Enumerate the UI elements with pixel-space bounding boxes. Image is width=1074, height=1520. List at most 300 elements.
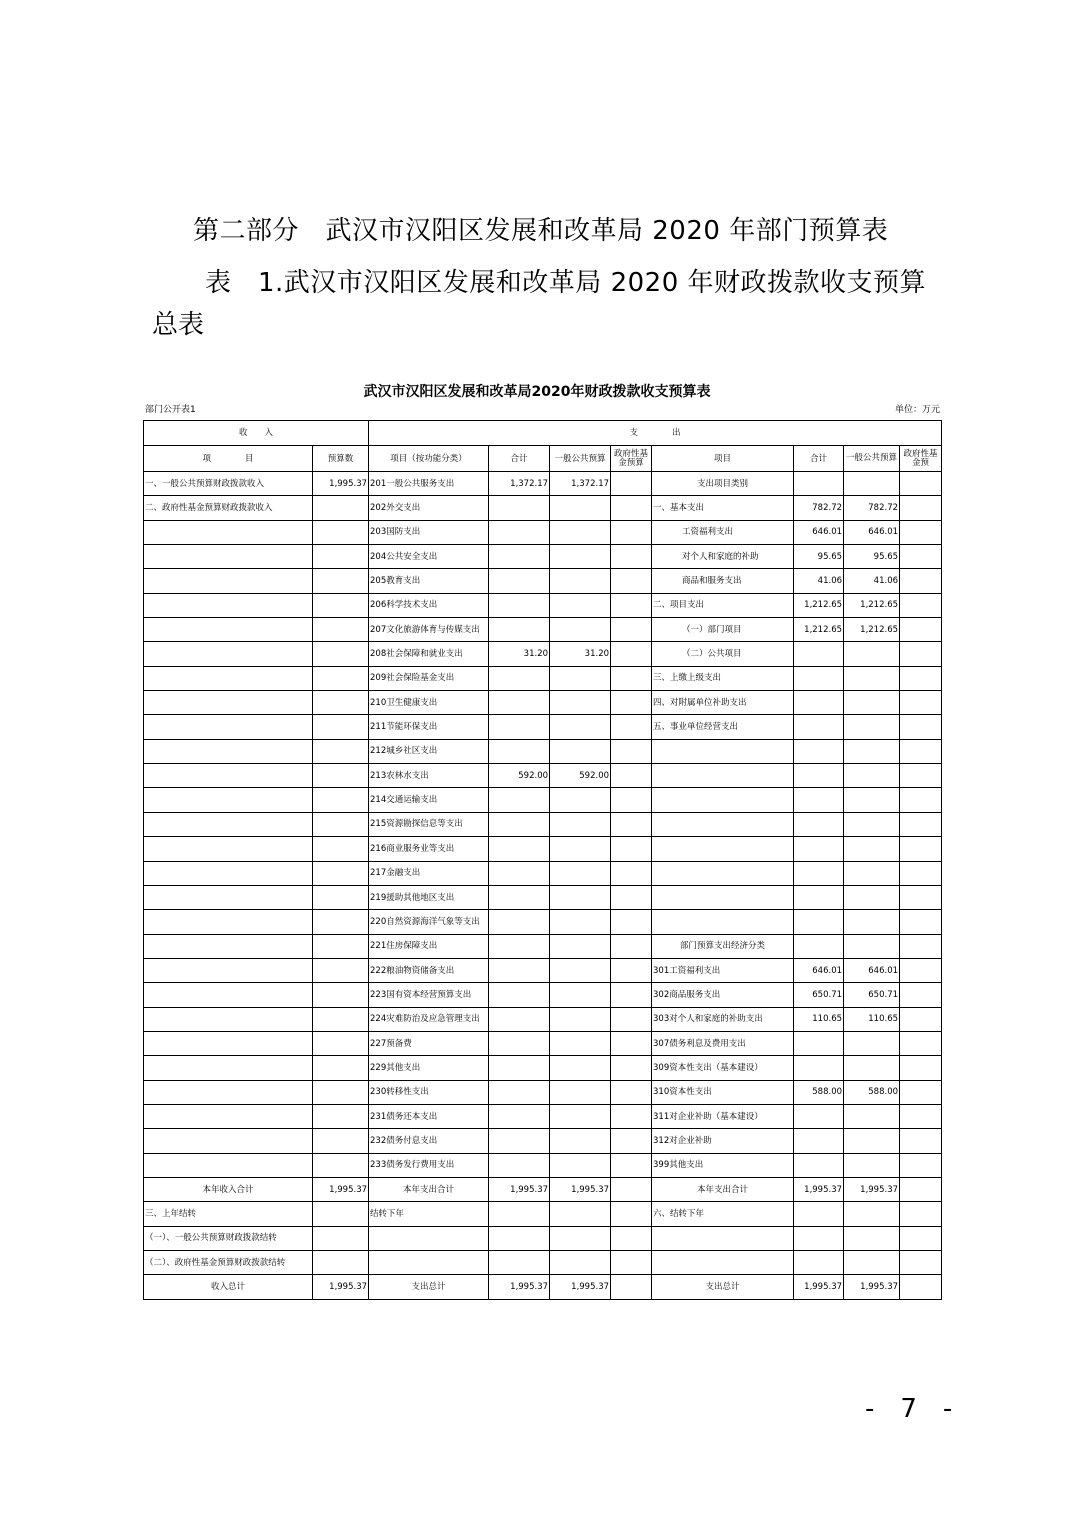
- table-row: [144, 983, 942, 1007]
- table-row: [144, 1056, 942, 1080]
- table-row: [144, 1251, 942, 1275]
- table-cell: [844, 934, 900, 958]
- table-cell: 支出总计: [369, 1275, 489, 1299]
- table-cell: 782.72: [794, 496, 844, 520]
- table-cell: [794, 1056, 844, 1080]
- table-cell: [611, 1104, 652, 1128]
- table-row: [144, 861, 942, 885]
- table-cell: [794, 739, 844, 763]
- table-cell: 1,995.37: [313, 1177, 369, 1201]
- table-cell: 1,995.37: [313, 472, 369, 496]
- table-cell: [844, 1202, 900, 1226]
- table-cell: [611, 1177, 652, 1201]
- table-cell: [900, 1104, 942, 1128]
- table-cell: [313, 545, 369, 569]
- page-number: - 7 -: [865, 1394, 953, 1424]
- table-cell: [313, 1153, 369, 1177]
- table-cell: [900, 1226, 942, 1250]
- table-cell: 222粮油物资储备支出: [369, 958, 489, 982]
- table-cell: 309资本性支出（基本建设）: [652, 1056, 794, 1080]
- table-cell: [900, 593, 942, 617]
- table-cell: [313, 837, 369, 861]
- table-cell: 95.65: [844, 545, 900, 569]
- table-cell: [144, 812, 313, 836]
- table-cell: [900, 1080, 942, 1104]
- table-cell: [611, 1153, 652, 1177]
- table-cell: [313, 739, 369, 763]
- table-cell: [611, 812, 652, 836]
- table-cell: [313, 983, 369, 1007]
- table-cell: 646.01: [844, 520, 900, 544]
- table-row: [144, 1104, 942, 1128]
- table-cell: [844, 715, 900, 739]
- table-cell: [313, 1056, 369, 1080]
- table-cell: [652, 739, 794, 763]
- table-cell: 208社会保障和就业支出: [369, 642, 489, 666]
- table-cell: 1,212.65: [794, 593, 844, 617]
- table-cell: [611, 983, 652, 1007]
- table-cell: [652, 910, 794, 934]
- table-cell: [489, 739, 550, 763]
- table-cell: [313, 691, 369, 715]
- table-cell: [611, 691, 652, 715]
- table-cell: [611, 861, 652, 885]
- expense-group-header: 支 出: [369, 421, 942, 446]
- table-cell: [313, 715, 369, 739]
- table-cell: 212城乡社区支出: [369, 739, 489, 763]
- table-cell: [313, 861, 369, 885]
- table-cell: [144, 1007, 313, 1031]
- table-cell: 支出总计: [652, 1275, 794, 1299]
- table-cell: [144, 983, 313, 1007]
- table-cell: [900, 472, 942, 496]
- table-cell: [489, 934, 550, 958]
- table-cell: 224灾难防治及应急管理支出: [369, 1007, 489, 1031]
- table-cell: 592.00: [550, 764, 611, 788]
- table-cell: [313, 1104, 369, 1128]
- table-cell: 1,995.37: [550, 1275, 611, 1299]
- table-cell: [313, 812, 369, 836]
- table-cell: [611, 666, 652, 690]
- table-row: [144, 1275, 942, 1299]
- table-row: [144, 1007, 942, 1031]
- column-header: 合计: [794, 446, 844, 472]
- table-cell: 210卫生健康支出: [369, 691, 489, 715]
- table-cell: [900, 812, 942, 836]
- table-cell: [550, 1251, 611, 1275]
- table-cell: [900, 520, 942, 544]
- table-cell: [844, 642, 900, 666]
- table-cell: [794, 1202, 844, 1226]
- table-cell: [794, 885, 844, 909]
- income-group-header: 收 入: [144, 421, 369, 446]
- table-cell: [369, 1226, 489, 1250]
- table-cell: [489, 618, 550, 642]
- table-cell: [900, 934, 942, 958]
- table-row: [144, 1031, 942, 1055]
- table-cell: [844, 1056, 900, 1080]
- table-cell: [313, 496, 369, 520]
- table-cell: 1,995.37: [489, 1275, 550, 1299]
- table-cell: [144, 545, 313, 569]
- table-cell: 227预备费: [369, 1031, 489, 1055]
- table-cell: 301工资福利支出: [652, 958, 794, 982]
- table-cell: [611, 1226, 652, 1250]
- table-cell: [489, 520, 550, 544]
- table-cell: [489, 812, 550, 836]
- table-cell: [652, 788, 794, 812]
- table-cell: 312对企业补助: [652, 1129, 794, 1153]
- table-cell: [550, 983, 611, 1007]
- table-cell: 四、对附属单位补助支出: [652, 691, 794, 715]
- table-cell: [550, 593, 611, 617]
- table-row: [144, 1202, 942, 1226]
- table-cell: （二）、政府性基金预算财政拨款结转: [144, 1251, 313, 1275]
- table-cell: [550, 520, 611, 544]
- table-cell: [844, 472, 900, 496]
- table-cell: 一、一般公共预算财政拨款收入: [144, 472, 313, 496]
- table-cell: [844, 910, 900, 934]
- table-cell: 221住房保障支出: [369, 934, 489, 958]
- table-cell: [900, 788, 942, 812]
- table-cell: 三、上年结转: [144, 1202, 313, 1226]
- table-cell: （二）公共项目: [652, 642, 794, 666]
- table-cell: [794, 691, 844, 715]
- table-cell: 110.65: [794, 1007, 844, 1031]
- table-cell: [550, 1007, 611, 1031]
- table-cell: [900, 1202, 942, 1226]
- table-cell: 310资本性支出: [652, 1080, 794, 1104]
- table-cell: [550, 715, 611, 739]
- table-cell: [794, 934, 844, 958]
- table-cell: [489, 691, 550, 715]
- table-row: [144, 1080, 942, 1104]
- column-header: 一般公共预算: [550, 446, 611, 472]
- table-cell: [900, 545, 942, 569]
- table-cell: [144, 1031, 313, 1055]
- table-cell: [144, 666, 313, 690]
- table-cell: [489, 715, 550, 739]
- table-row: [144, 472, 942, 496]
- table-cell: [144, 837, 313, 861]
- column-header: 项 目: [144, 446, 313, 472]
- table-cell: [550, 1226, 611, 1250]
- table-cell: [611, 715, 652, 739]
- table-row: [144, 691, 942, 715]
- table-cell: [313, 593, 369, 617]
- table-cell: 六、结转下年: [652, 1202, 794, 1226]
- table-cell: [652, 885, 794, 909]
- table-cell: 592.00: [489, 764, 550, 788]
- table-cell: [611, 1129, 652, 1153]
- table-cell: 205教育支出: [369, 569, 489, 593]
- table-cell: [489, 1202, 550, 1226]
- table-cell: 31.20: [550, 642, 611, 666]
- table-cell: [611, 496, 652, 520]
- table-cell: 202外交支出: [369, 496, 489, 520]
- table-cell: [144, 764, 313, 788]
- table-row: [144, 569, 942, 593]
- table-cell: 214交通运输支出: [369, 788, 489, 812]
- table-cell: 213农林水支出: [369, 764, 489, 788]
- table-cell: [844, 764, 900, 788]
- table-cell: [900, 691, 942, 715]
- table-cell: [794, 1129, 844, 1153]
- table-cell: （一）部门项目: [652, 618, 794, 642]
- table-cell: [550, 1031, 611, 1055]
- table-cell: 1,995.37: [794, 1275, 844, 1299]
- table-cell: 1,212.65: [844, 593, 900, 617]
- table-cell: [550, 910, 611, 934]
- table-cell: [144, 520, 313, 544]
- table-cell: [489, 545, 550, 569]
- table-cell: 229其他支出: [369, 1056, 489, 1080]
- table-cell: 五、事业单位经营支出: [652, 715, 794, 739]
- table-row: [144, 593, 942, 617]
- table-cell: [144, 788, 313, 812]
- table-row: [144, 1129, 942, 1153]
- table-cell: [900, 958, 942, 982]
- table-cell: 本年支出合计: [652, 1177, 794, 1201]
- table-cell: [794, 472, 844, 496]
- table-cell: 部门预算支出经济分类: [652, 934, 794, 958]
- table-cell: [550, 618, 611, 642]
- table-cell: 204公共安全支出: [369, 545, 489, 569]
- table-cell: 31.20: [489, 642, 550, 666]
- table-cell: [313, 1031, 369, 1055]
- table-cell: 二、政府性基金预算财政拨款收入: [144, 496, 313, 520]
- table-cell: [550, 837, 611, 861]
- table-cell: [550, 885, 611, 909]
- table-cell: 1,212.65: [844, 618, 900, 642]
- table-cell: [489, 1080, 550, 1104]
- table-cell: [652, 1251, 794, 1275]
- table-cell: [550, 788, 611, 812]
- table-cell: [369, 1251, 489, 1275]
- table-cell: [489, 958, 550, 982]
- table-cell: 311对企业补助（基本建设）: [652, 1104, 794, 1128]
- table-cell: [489, 1129, 550, 1153]
- table-cell: [550, 666, 611, 690]
- table-cell: 本年支出合计: [369, 1177, 489, 1201]
- table-cell: [489, 861, 550, 885]
- table-cell: 二、项目支出: [652, 593, 794, 617]
- table-cell: [900, 910, 942, 934]
- table-cell: [844, 861, 900, 885]
- table-cell: [550, 934, 611, 958]
- table-cell: [900, 666, 942, 690]
- table-cell: 41.06: [844, 569, 900, 593]
- table-cell: [652, 812, 794, 836]
- table-cell: [611, 885, 652, 909]
- table-row: [144, 764, 942, 788]
- table-cell: [144, 1129, 313, 1153]
- table-cell: [144, 1153, 313, 1177]
- table-cell: [794, 910, 844, 934]
- table-cell: 1,995.37: [844, 1275, 900, 1299]
- table-cell: [611, 1275, 652, 1299]
- table-cell: [489, 1104, 550, 1128]
- table-cell: [794, 1153, 844, 1177]
- table-cell: 217金融支出: [369, 861, 489, 885]
- table-row: [144, 958, 942, 982]
- table-cell: [900, 861, 942, 885]
- table-cell: [611, 1080, 652, 1104]
- table-cell: 646.01: [844, 958, 900, 982]
- table-cell: [900, 715, 942, 739]
- table-cell: [313, 520, 369, 544]
- table-row: [144, 520, 942, 544]
- column-header: 政府性基金预算: [611, 446, 652, 472]
- table-cell: [794, 642, 844, 666]
- table-cell: 399其他支出: [652, 1153, 794, 1177]
- table-cell: 303对个人和家庭的补助支出: [652, 1007, 794, 1031]
- table-cell: [313, 1226, 369, 1250]
- table-cell: 209社会保险基金支出: [369, 666, 489, 690]
- table-cell: 结转下年: [369, 1202, 489, 1226]
- table-row: [144, 1177, 942, 1201]
- table-cell: [144, 569, 313, 593]
- table-cell: [844, 1226, 900, 1250]
- table-cell: [900, 496, 942, 520]
- table-cell: [550, 545, 611, 569]
- table-cell: [794, 666, 844, 690]
- table-cell: [489, 1056, 550, 1080]
- table-cell: [489, 1226, 550, 1250]
- column-header-row: [144, 446, 942, 472]
- table-cell: [313, 618, 369, 642]
- column-header: 一般公共预算: [844, 446, 900, 472]
- table-row: [144, 1153, 942, 1177]
- column-header: 政府性基金预: [900, 446, 942, 472]
- table-cell: [313, 666, 369, 690]
- table-cell: [144, 691, 313, 715]
- table-cell: [900, 1275, 942, 1299]
- table-cell: [611, 1056, 652, 1080]
- table-cell: [900, 569, 942, 593]
- table-heading: 表 1.武汉市汉阳区发展和改革局 2020 年财政拨款收支预算: [205, 268, 927, 298]
- table-cell: [144, 739, 313, 763]
- table-cell: [794, 788, 844, 812]
- table-cell: [550, 1056, 611, 1080]
- table-cell: [313, 885, 369, 909]
- table-cell: [550, 1104, 611, 1128]
- table-cell: [652, 764, 794, 788]
- table-cell: 650.71: [794, 983, 844, 1007]
- table-cell: [144, 958, 313, 982]
- table-cell: [611, 1251, 652, 1275]
- table-cell: [794, 812, 844, 836]
- table-cell: [611, 934, 652, 958]
- table-row: [144, 812, 942, 836]
- table-cell: [794, 764, 844, 788]
- table-cell: [489, 496, 550, 520]
- table-cell: 1,372.17: [550, 472, 611, 496]
- table-cell: 1,995.37: [313, 1275, 369, 1299]
- table-cell: 220自然资源海洋气象等支出: [369, 910, 489, 934]
- table-cell: 1,995.37: [550, 1177, 611, 1201]
- table-cell: [794, 715, 844, 739]
- table-cell: [844, 812, 900, 836]
- table-cell: [611, 472, 652, 496]
- table-cell: 231债务还本支出: [369, 1104, 489, 1128]
- table-cell: [550, 1153, 611, 1177]
- table-cell: 223国有资本经营预算支出: [369, 983, 489, 1007]
- table-cell: [611, 642, 652, 666]
- table-cell: 215资源勘探信息等支出: [369, 812, 489, 836]
- table-cell: [794, 861, 844, 885]
- table-cell: [550, 958, 611, 982]
- table-cell: 782.72: [844, 496, 900, 520]
- table-cell: [900, 1031, 942, 1055]
- table-cell: 230转移性支出: [369, 1080, 489, 1104]
- table-number: 部门公开表1: [145, 405, 196, 415]
- table-cell: [313, 910, 369, 934]
- table-cell: [313, 1007, 369, 1031]
- unit-label: 单位：万元: [894, 405, 940, 415]
- table-cell: [489, 885, 550, 909]
- table-cell: （一）、一般公共预算财政拨款结转: [144, 1226, 313, 1250]
- table-row: [144, 715, 942, 739]
- table-cell: [144, 861, 313, 885]
- table-cell: [489, 837, 550, 861]
- part-heading: 第二部分 武汉市汉阳区发展和改革局 2020 年部门预算表: [193, 216, 889, 246]
- table-cell: 233债务发行费用支出: [369, 1153, 489, 1177]
- table-cell: 307债务利息及费用支出: [652, 1031, 794, 1055]
- table-cell: 1,995.37: [794, 1177, 844, 1201]
- table-cell: 41.06: [794, 569, 844, 593]
- table-cell: [611, 569, 652, 593]
- table-cell: 216商业服务业等支出: [369, 837, 489, 861]
- table-cell: 206科学技术支出: [369, 593, 489, 617]
- table-row: [144, 496, 942, 520]
- column-header: 项目: [652, 446, 794, 472]
- table-cell: [313, 1080, 369, 1104]
- table-cell: 支出项目类别: [652, 472, 794, 496]
- table-row: [144, 910, 942, 934]
- table-cell: [489, 1031, 550, 1055]
- table-cell: [144, 593, 313, 617]
- table-cell: [313, 569, 369, 593]
- table-cell: [900, 1153, 942, 1177]
- table-cell: [489, 983, 550, 1007]
- table-cell: [550, 739, 611, 763]
- table-cell: [900, 983, 942, 1007]
- table-cell: [611, 1007, 652, 1031]
- table-cell: [900, 885, 942, 909]
- table-cell: 203国防支出: [369, 520, 489, 544]
- table-row: [144, 837, 942, 861]
- table-row: [144, 666, 942, 690]
- table-cell: [313, 788, 369, 812]
- table-cell: 1,212.65: [794, 618, 844, 642]
- table-cell: [550, 1080, 611, 1104]
- table-cell: [313, 958, 369, 982]
- table-row: [144, 618, 942, 642]
- table-row: [144, 934, 942, 958]
- table-cell: [144, 642, 313, 666]
- table-cell: [900, 618, 942, 642]
- table-cell: [611, 545, 652, 569]
- table-cell: 一、基本支出: [652, 496, 794, 520]
- table-cell: [313, 934, 369, 958]
- table-cell: 95.65: [794, 545, 844, 569]
- table-cell: [550, 861, 611, 885]
- table-cell: 三、上缴上级支出: [652, 666, 794, 690]
- table-cell: [844, 691, 900, 715]
- table-cell: [844, 739, 900, 763]
- table-cell: [313, 1202, 369, 1226]
